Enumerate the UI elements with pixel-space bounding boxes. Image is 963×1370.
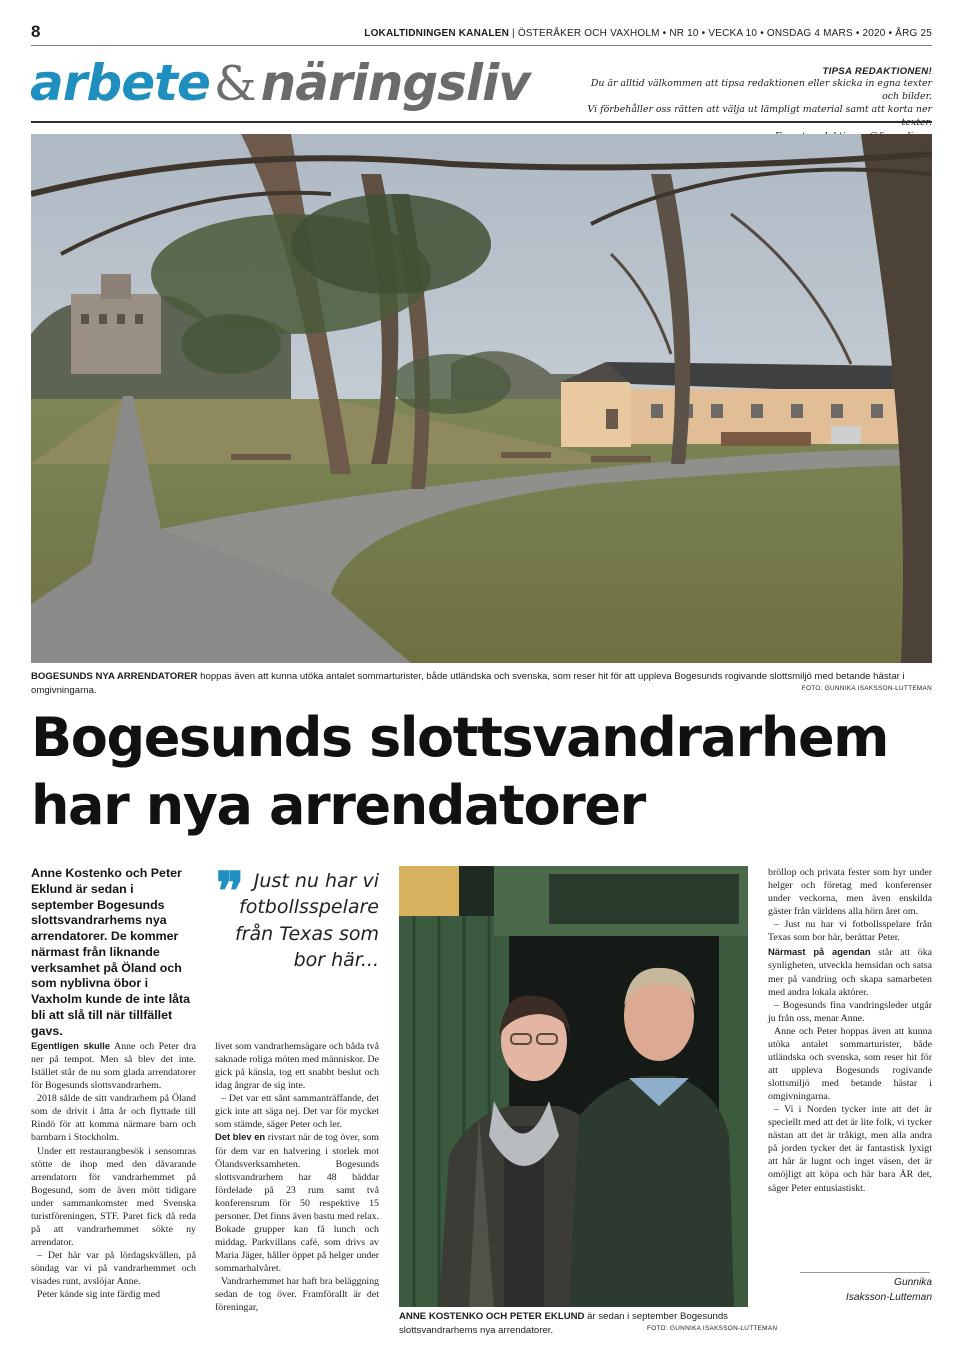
hero-photo bbox=[31, 134, 932, 663]
paper-issue: NR 10 bbox=[669, 28, 699, 39]
column2-paragraph: – Det var ett sånt sammanträffande, det gick inte att säga nej. Det var för mycket som stämde, säger Peter och ler. bbox=[215, 1093, 379, 1131]
paper-name: LOKALTIDNINGEN KANALEN bbox=[364, 28, 510, 39]
portrait-photo-illustration bbox=[399, 866, 748, 1307]
column1-lead-in: Egentligen skulle bbox=[31, 1040, 111, 1051]
paper-week: VECKA 10 bbox=[708, 28, 758, 39]
column4-lead-in: Närmast på agendan bbox=[768, 946, 871, 958]
column4-paragraph: bröllop och privata fester som hyr under helger och företag med konferenser under veckorna, men även enskilda gäster från världens alla hörn året om. bbox=[768, 867, 932, 918]
portrait-caption-text: är sedan i september Bogesunds slottsvandrarhems nya arrendatorer. bbox=[399, 1311, 728, 1336]
hero-caption bbox=[31, 670, 932, 698]
column2-paragraph: Vandrarhemmet har haft bra beläggning sedan de tog över. Framförallt är det föreningar, bbox=[215, 1276, 379, 1314]
paper-info-line: LOKALTIDNINGEN KANALEN | ÖSTERÅKER OCH VAXHOLM • NR 10 • VECKA 10 • ONSDAG 4 MARS • 2020 • ÅRG 25 bbox=[364, 28, 932, 39]
byline-first-name: Gunnika bbox=[894, 1277, 932, 1288]
headline-line-1: Bogesunds slottsvandrarhem bbox=[31, 706, 889, 769]
byline-last-name: Isaksson-Lutteman bbox=[845, 1291, 932, 1303]
portrait-caption bbox=[399, 1310, 748, 1338]
column1-paragraph: Under ett restaurangbesök i sensomras stötte de ihop med den dåvarande arrendatorn för vandrarhemmet på Bogesund, som de även mött tidigare under sammankomster med Svenska turistföreningen, STF. Paret fick då reda på att vandrarhemmet sökte ny arrendator. bbox=[31, 1145, 196, 1248]
section-ampersand: & bbox=[213, 56, 257, 112]
column2-paragraph: livet som vandrarhemsägare och båda två saknade roliga möten med människor. De gick på känsla, tog ett snabbt beslut och idag ångrar de sig inte. bbox=[215, 1041, 379, 1092]
page-number: 8 bbox=[31, 22, 41, 41]
column2-lead-in: Det blev en bbox=[215, 1131, 266, 1143]
portrait-photo-credit: FOTO: GUNNIKA ISAKSSON-LUTTEMAN bbox=[647, 1325, 778, 1332]
article-headline bbox=[31, 704, 941, 839]
column1-paragraph: Peter kände sig inte färdig med bbox=[37, 1289, 161, 1301]
portrait-photo bbox=[399, 866, 748, 1307]
top-divider bbox=[31, 45, 932, 46]
column1-paragraph: – Det här var på lördagskvällen, på söndag var vi på vandrarhemmet och visades runt, avslöjar Anne. bbox=[31, 1250, 196, 1288]
article-column-4 bbox=[768, 866, 932, 1195]
tips-box bbox=[572, 66, 932, 143]
hero-photo-credit: FOTO: GUNNIKA ISAKSSON-LUTTEMAN bbox=[801, 685, 932, 692]
article-column-2 bbox=[215, 1040, 379, 1314]
pull-quote bbox=[216, 861, 379, 974]
hero-caption-text: hoppas även att kunna utöka antalet sommarturister, både utländska och svenska, som reser hit för att uppleva Bogesunds rogivande slottsmiljö med betande hästar i omgivningarna. bbox=[31, 671, 905, 696]
headline-line-2: har nya arrendatorer bbox=[31, 773, 645, 837]
tips-line-2: Vi förbehåller oss rätten att välja ut lämpligt material samt att korta ner bbox=[587, 104, 932, 116]
hero-photo-illustration bbox=[31, 134, 932, 663]
tips-title: TIPSA REDAKTIONEN! bbox=[822, 66, 932, 77]
column4-paragraph: Anne och Peter hoppas även att kunna utöka antalet sommarturister, både utländska och svenska, som reser hit för att uppleva Bogesunds rogivande slottsmiljö med betande hästar i omgivningarna. bbox=[768, 1025, 932, 1103]
paper-region: ÖSTERÅKER OCH VAXHOLM bbox=[517, 28, 660, 39]
section-word-naringsliv: näringsliv bbox=[260, 54, 530, 112]
pull-quote-text: Just nu har vi fotbollsspelare från Texas som bor här... bbox=[234, 870, 379, 972]
paper-year: 2020 bbox=[862, 28, 886, 39]
column2-paragraph: Det blev en rivstart när de tog över, som för dem var en halvering i storlek mot Ölandsverksamheten. Bogesunds slottsvandrarhem har 48 bäddar fördelade på 23 rum samt två konferensrum för 50 respektive 15 personer. Det finns även bastu med relax. Bokade grupper kan få lunch och middag. Parkvillans café, som drivs av Maria Jäger, håller öppet på helger under sommarhalvåret. bbox=[215, 1131, 379, 1275]
quote-mark-icon: ❞ bbox=[216, 861, 238, 922]
article-column-1 bbox=[31, 1040, 196, 1301]
author-byline bbox=[846, 1276, 932, 1306]
column4-paragraph: – Bogesunds fina vandringsleder utgår ju från oss, menar Anne. bbox=[768, 999, 932, 1024]
article-ingress: Anne Kostenko och Peter Eklund är sedan i september Bogesunds slottsvandrarhems nya arrendatorer. De kommer närmast från liknande verksamhet på Öland och som nyblivna öbor i Vaxholm kunde de inte låta bli att slå till när tillfället gavs. bbox=[31, 866, 191, 1038]
section-title bbox=[30, 54, 530, 118]
paper-volume: ÅRG 25 bbox=[895, 28, 932, 39]
column1-paragraph: 2018 sålde de sitt vandrarhem på Öland som de drivit i åtta år och flyttade till Rindö för att komma närmare barn och barnbarn i Stockholm. bbox=[31, 1093, 196, 1144]
hero-caption-lead: BOGESUNDS NYA ARRENDATORER bbox=[31, 671, 198, 682]
column4-paragraph: – Vi i Norden tycker inte att det är speciellt med att det är lite folk, vi tycker nästan att det är tråkigt, men alla andra på jorden tycker det är fantastisk lyxigt att här är lugnt och inget väsen, det är omöjligt att köpa och här bara ÄR det, säger Peter entusiastiskt. bbox=[768, 1104, 932, 1194]
column4-paragraph: – Just nu har vi fotbollsspelare från Texas som bor här, berättar Peter. bbox=[768, 919, 932, 944]
column4-paragraph: Närmast på agendan står att öka synligheten, utveckla hemsidan och satsa mer på vandring och skapa samarbeten med andra lokala aktörer. bbox=[768, 946, 933, 998]
portrait-caption-lead: ANNE KOSTENKO OCH PETER EKLUND bbox=[399, 1311, 585, 1322]
paper-date: ONSDAG 4 MARS bbox=[766, 28, 853, 39]
column1-paragraph: Egentligen skulle Anne och Peter dra ner på tempot. Men så blev det inte. Istället står de nu som glada arrendatorer för Bogesunds slottsvandrarhem. bbox=[31, 1040, 196, 1092]
byline-divider bbox=[800, 1272, 930, 1273]
tips-line-1: Du är alltid välkommen att tipsa redaktionen eller skicka in egna texter och bilder. bbox=[590, 78, 932, 103]
section-divider bbox=[31, 121, 932, 123]
section-word-arbete: arbete bbox=[30, 54, 210, 112]
